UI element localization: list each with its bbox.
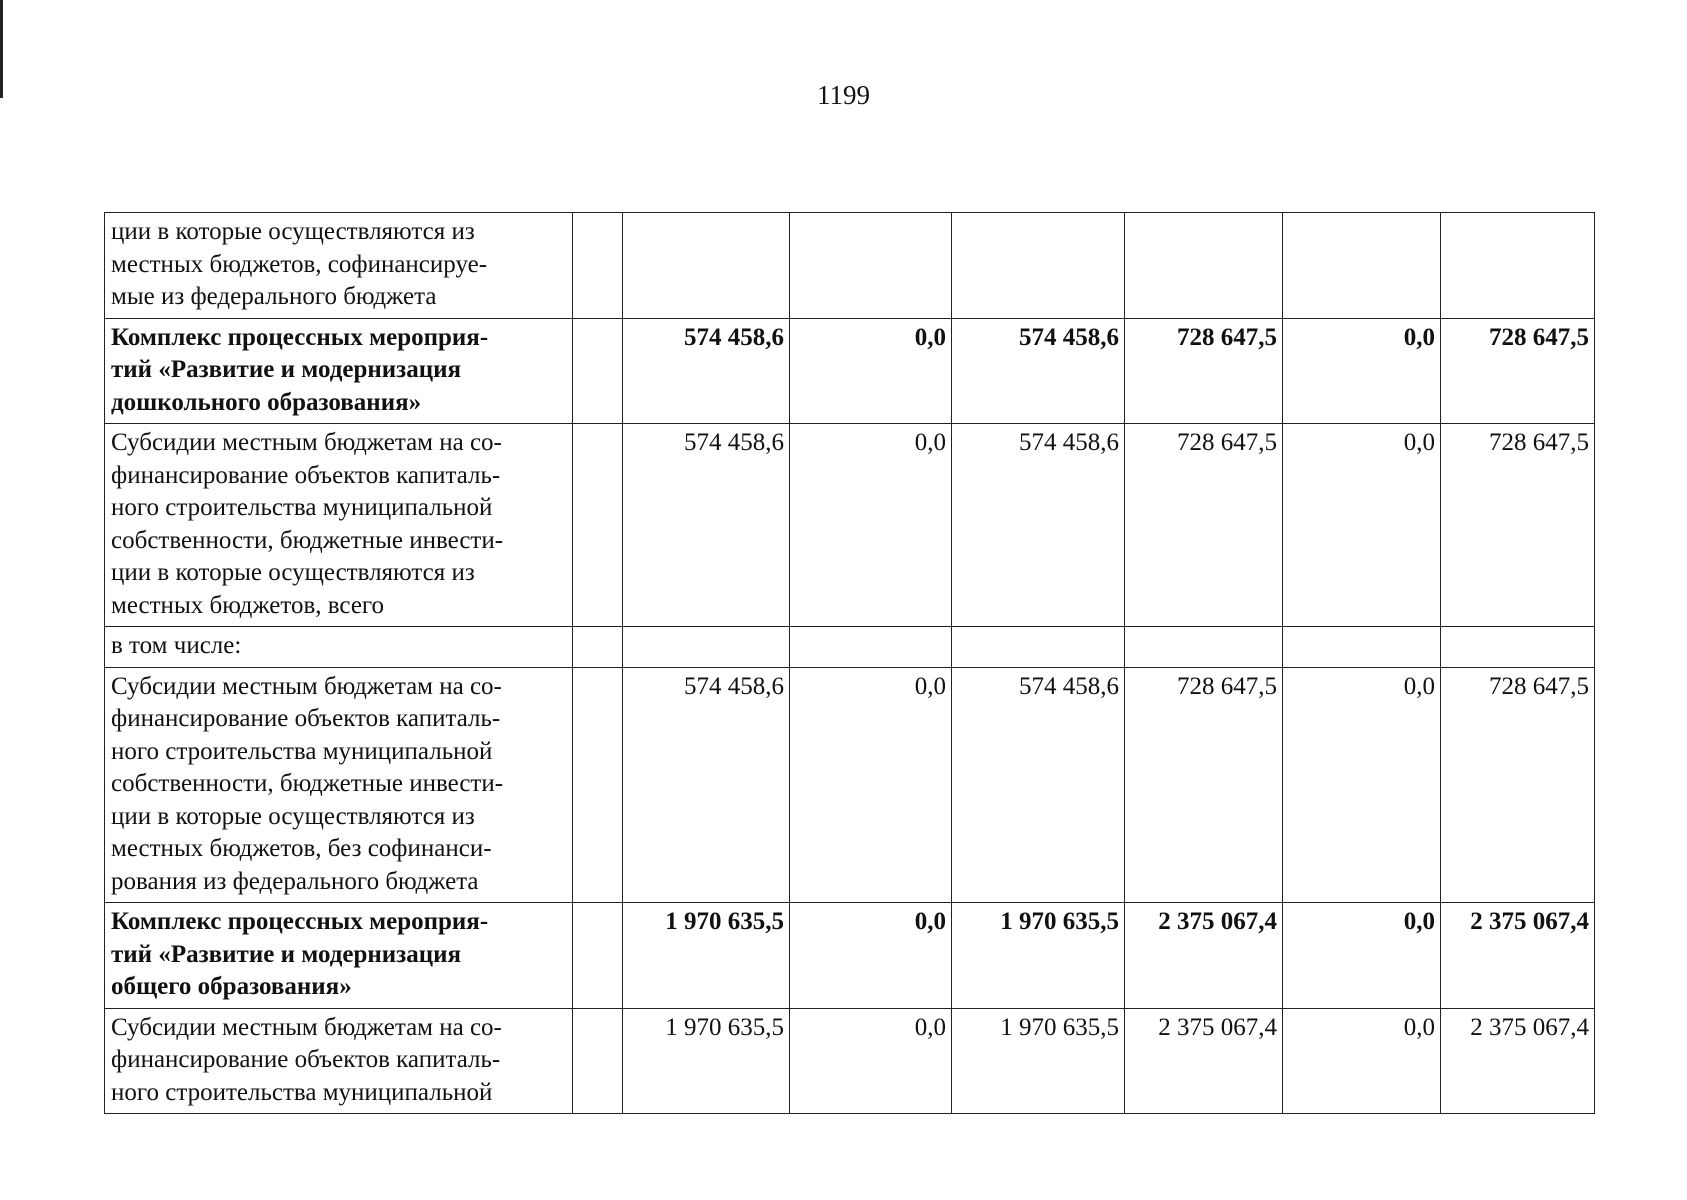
row-label-line: Субсидии местным бюджетам на со- <box>111 672 502 700</box>
row-label-line: финансирование объектов капиталь- <box>111 1046 501 1073</box>
value-cell: 574 458,6 <box>952 667 1125 903</box>
code-cell <box>573 424 623 627</box>
code-cell <box>573 903 623 1009</box>
row-label-line: местных бюджетов, софинансируе- <box>111 250 488 278</box>
row-label-line: тий «Развитие и модернизация <box>111 356 462 383</box>
value-cell: 2 375 067,4 <box>1125 1008 1283 1114</box>
value-cell: 728 647,5 <box>1125 318 1283 424</box>
value-cell <box>1283 213 1441 319</box>
value-cell <box>1441 627 1595 668</box>
value-cell <box>790 627 952 668</box>
value-cell: 574 458,6 <box>952 424 1125 627</box>
value-cell <box>1441 213 1595 319</box>
row-label-line: рования из федерального бюджета <box>111 867 479 895</box>
row-label-line: финансирование объектов капиталь- <box>111 461 501 489</box>
code-cell <box>573 627 623 668</box>
code-cell <box>573 1008 623 1114</box>
value-cell: 0,0 <box>790 424 952 627</box>
table-row <box>105 903 1595 1009</box>
row-label-line: ного строительства муниципальной <box>111 494 493 521</box>
value-cell: 0,0 <box>1283 903 1441 1009</box>
row-label-line: собственности, бюджетные инвести- <box>111 770 504 797</box>
row-label-line: в том числе: <box>111 632 242 659</box>
row-label-line: дошкольного образования» <box>111 388 422 416</box>
row-label-line: Субсидии местным бюджетам на со- <box>111 429 502 456</box>
row-label-line: мые из федерального бюджета <box>111 283 437 310</box>
value-cell: 574 458,6 <box>623 318 790 424</box>
value-cell: 0,0 <box>790 1008 952 1114</box>
row-label-line: ного строительства муниципальной <box>111 737 493 765</box>
value-cell: 728 647,5 <box>1441 667 1595 903</box>
value-cell: 574 458,6 <box>952 318 1125 424</box>
value-cell <box>790 213 952 319</box>
value-cell <box>1283 627 1441 668</box>
row-label-line: ного строительства муниципальной <box>111 1078 493 1106</box>
row-label-cell <box>105 903 573 1009</box>
table-row <box>105 1008 1595 1114</box>
table-row <box>105 627 1595 668</box>
value-cell <box>952 213 1125 319</box>
row-label-line: Комплекс процессных мероприя- <box>111 908 489 935</box>
page-number: 1199 <box>817 80 870 110</box>
value-cell <box>952 627 1125 668</box>
value-cell: 2 375 067,4 <box>1441 903 1595 1009</box>
value-cell <box>1125 627 1283 668</box>
code-cell <box>573 318 623 424</box>
row-label-cell <box>105 318 573 424</box>
row-label-line: тий «Развитие и модернизация <box>111 940 462 968</box>
row-label-line: Субсидии местным бюджетам на со- <box>111 1013 502 1041</box>
value-cell: 2 375 067,4 <box>1125 903 1283 1009</box>
table-row <box>105 424 1595 627</box>
code-cell <box>573 213 623 319</box>
row-label-line: ции в которые осуществляются из <box>111 802 475 830</box>
table-row <box>105 667 1595 903</box>
value-cell: 728 647,5 <box>1125 424 1283 627</box>
value-cell: 0,0 <box>790 903 952 1009</box>
code-cell <box>573 667 623 903</box>
row-label-line: общего образования» <box>111 973 352 1000</box>
value-cell: 728 647,5 <box>1125 667 1283 903</box>
value-cell <box>623 627 790 668</box>
value-cell: 574 458,6 <box>623 424 790 627</box>
row-label-line: собственности, бюджетные инвести- <box>111 526 504 554</box>
row-label-line: Комплекс процессных мероприя- <box>111 323 489 351</box>
table-row <box>105 213 1595 319</box>
value-cell: 0,0 <box>1283 1008 1441 1114</box>
value-cell: 1 970 635,5 <box>952 1008 1125 1114</box>
value-cell: 728 647,5 <box>1441 318 1595 424</box>
row-label-cell <box>105 424 573 627</box>
row-label-cell <box>105 667 573 903</box>
value-cell: 0,0 <box>1283 667 1441 903</box>
table-row <box>105 318 1595 424</box>
value-cell: 728 647,5 <box>1441 424 1595 627</box>
value-cell: 2 375 067,4 <box>1441 1008 1595 1114</box>
row-label-line: местных бюджетов, без софинанси- <box>111 835 492 862</box>
value-cell: 0,0 <box>1283 424 1441 627</box>
budget-table-body <box>105 213 1595 1114</box>
row-label-cell <box>105 1008 573 1114</box>
value-cell: 1 970 635,5 <box>952 903 1125 1009</box>
value-cell <box>1125 213 1283 319</box>
value-cell: 0,0 <box>1283 318 1441 424</box>
value-cell: 0,0 <box>790 318 952 424</box>
value-cell: 574 458,6 <box>623 667 790 903</box>
value-cell <box>623 213 790 319</box>
value-cell: 0,0 <box>790 667 952 903</box>
row-label-line: ции в которые осуществляются из <box>111 218 475 245</box>
value-cell: 1 970 635,5 <box>623 1008 790 1114</box>
row-label-cell <box>105 627 573 668</box>
row-label-cell <box>105 213 573 319</box>
budget-table <box>104 212 1595 1114</box>
row-label-line: финансирование объектов капиталь- <box>111 705 501 732</box>
value-cell: 1 970 635,5 <box>623 903 790 1009</box>
row-label-line: местных бюджетов, всего <box>111 591 385 619</box>
row-label-line: ции в которые осуществляются из <box>111 559 475 586</box>
